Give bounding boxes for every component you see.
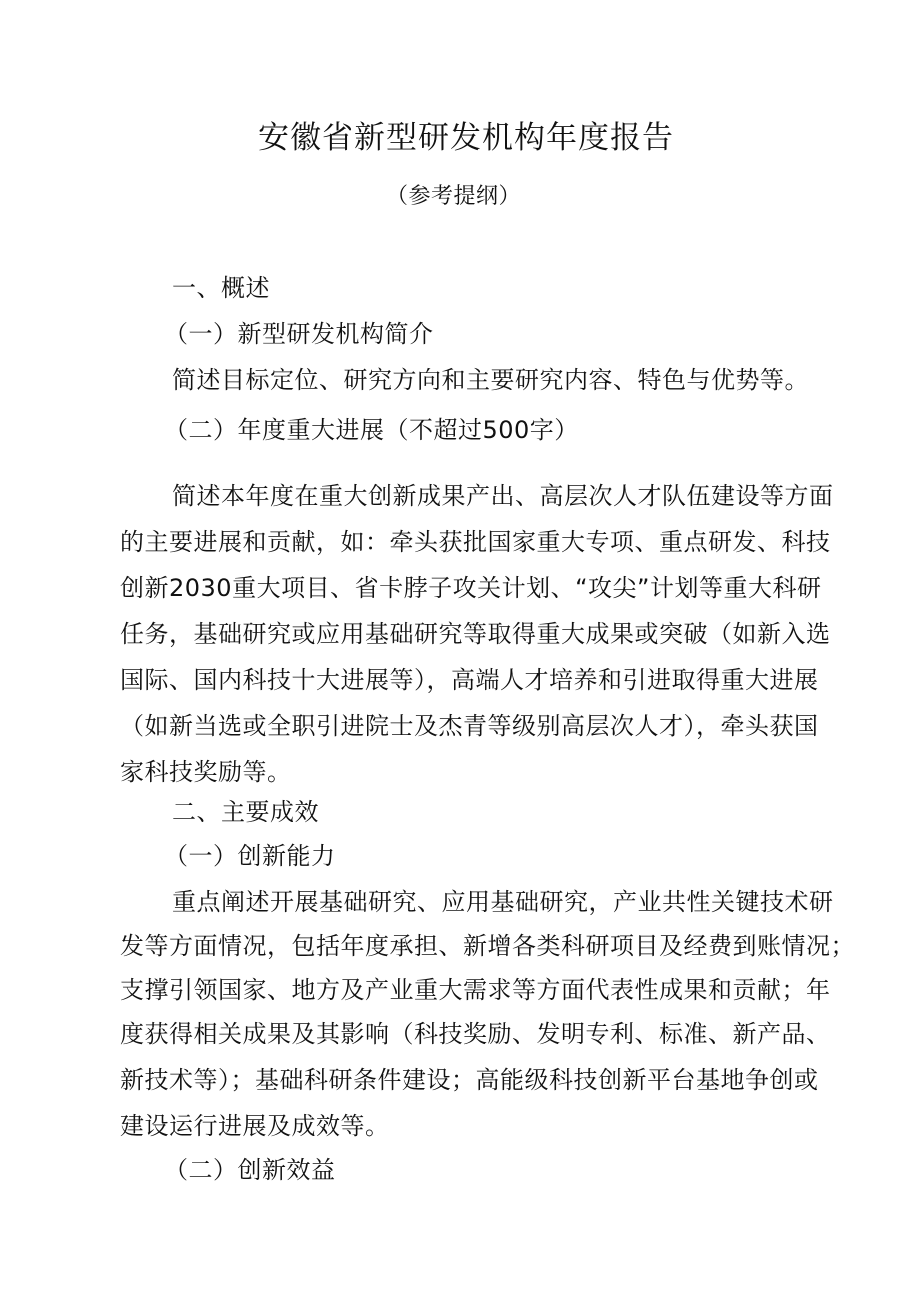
paragraph-line: 国际、国内科技十大进展等），高端人才培养和引进取得重大进展	[120, 666, 819, 694]
subsection-heading-innovation-capacity: （一）创新能力	[164, 842, 336, 870]
subsection-heading-progress: （二）年度重大进展（不超过500字）	[164, 416, 579, 444]
paragraph-line: 家科技奖励等。	[120, 758, 292, 786]
subsection-heading-intro: （一）新型研发机构简介	[164, 320, 434, 348]
paragraph-line: 新技术等）；基础科研条件建设；高能级科技创新平台基地争创或	[120, 1066, 819, 1094]
subsection-heading-innovation-benefits: （二）创新效益	[164, 1156, 336, 1184]
section-heading-overview: 一、概述	[172, 274, 270, 302]
paragraph-line: 简述目标定位、研究方向和主要研究内容、特色与优势等。	[172, 366, 809, 394]
paragraph-line: 度获得相关成果及其影响（科技奖励、发明专利、标准、新产品、	[120, 1020, 831, 1048]
paragraph-line: 建设运行进展及成效等。	[120, 1112, 390, 1140]
paragraph-line: 任务，基础研究或应用基础研究等取得重大成果或突破（如新入选	[120, 620, 831, 648]
paragraph-line: （如新当选或全职引进院士及杰青等级别高层次人才），牵头获国	[120, 712, 819, 740]
document-subtitle: （参考提纲）	[386, 184, 522, 209]
paragraph-line: 支撑引领国家、地方及产业重大需求等方面代表性成果和贡献；年	[120, 976, 831, 1004]
paragraph-line: 重点阐述开展基础研究、应用基础研究，产业共性关键技术研	[172, 888, 834, 916]
document-title: 安徽省新型研发机构年度报告	[258, 120, 674, 156]
section-heading-achievements: 二、主要成效	[172, 798, 319, 826]
paragraph-line: 的主要进展和贡献，如：牵头获批国家重大专项、重点研发、科技	[120, 528, 831, 556]
paragraph-line: 发等方面情况，包括年度承担、新增各类科研项目及经费到账情况；	[120, 932, 855, 960]
paragraph-line: 创新2030重大项目、省卡脖子攻关计划、“攻尖”计划等重大科研	[120, 574, 822, 602]
paragraph-line: 简述本年度在重大创新成果产出、高层次人才队伍建设等方面	[172, 482, 834, 510]
